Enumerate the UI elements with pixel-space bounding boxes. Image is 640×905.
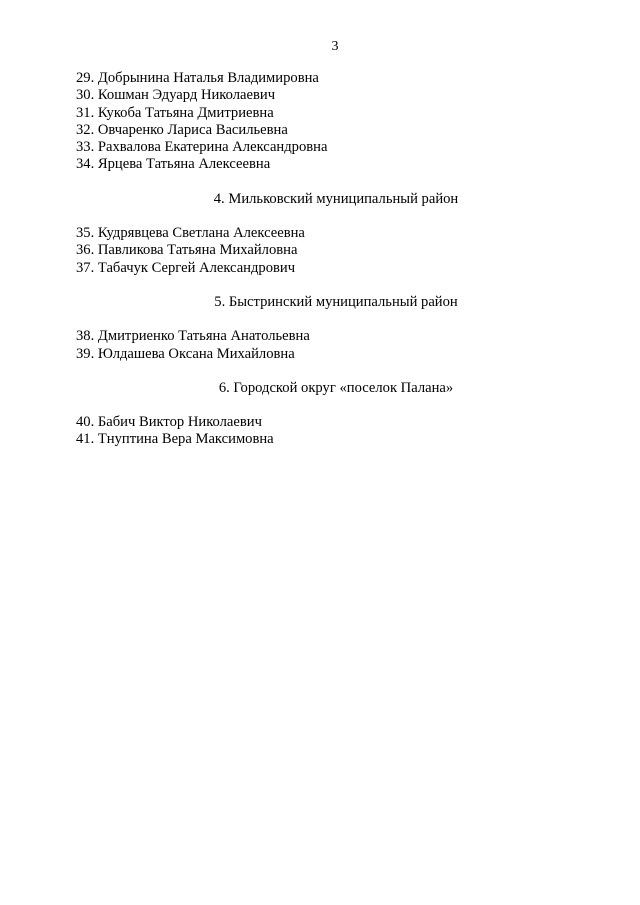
list-item: 36. Павликова Татьяна Михайловна bbox=[76, 242, 298, 259]
section-heading-text: 4. Мильковский муниципальный район bbox=[213, 190, 459, 207]
list-item: 39. Юлдашева Оксана Михайловна bbox=[76, 345, 295, 362]
section-heading-text: 6. Городской округ «поселок Палана» bbox=[218, 379, 454, 396]
list-item: 32. Овчаренко Лариса Васильевна bbox=[76, 121, 288, 138]
list-item: 30. Кошман Эдуард Николаевич bbox=[76, 87, 276, 104]
list-item: 38. Дмитриенко Татьяна Анатольевна bbox=[76, 328, 310, 345]
list-item: 31. Кукоба Татьяна Дмитриевна bbox=[76, 104, 274, 121]
list-item: 40. Бабич Виктор Николаевич bbox=[76, 414, 262, 431]
section-heading-4 bbox=[76, 191, 596, 208]
list-item: 29. Добрынина Наталья Владимировна bbox=[76, 70, 319, 86]
list-group-5 bbox=[76, 328, 596, 363]
list-group-4 bbox=[76, 225, 596, 277]
section-heading-text: 5. Быстринский муниципальный район bbox=[214, 293, 458, 310]
list-group-1 bbox=[76, 70, 596, 174]
list-item: 35. Кудрявцева Светлана Алексеевна bbox=[76, 225, 305, 242]
section-heading-5 bbox=[76, 294, 596, 311]
page-number: 3 bbox=[331, 39, 339, 54]
section-heading-6 bbox=[76, 380, 596, 397]
list-item: 41. Тнуптина Вера Максимовна bbox=[76, 431, 274, 448]
document-content bbox=[76, 70, 596, 449]
list-item: 34. Ярцева Татьяна Алексеевна bbox=[76, 156, 271, 173]
list-item: 37. Табачук Сергей Александрович bbox=[76, 259, 296, 276]
list-group-6 bbox=[76, 414, 596, 449]
list-item: 33. Рахвалова Екатерина Александровна bbox=[76, 139, 328, 156]
